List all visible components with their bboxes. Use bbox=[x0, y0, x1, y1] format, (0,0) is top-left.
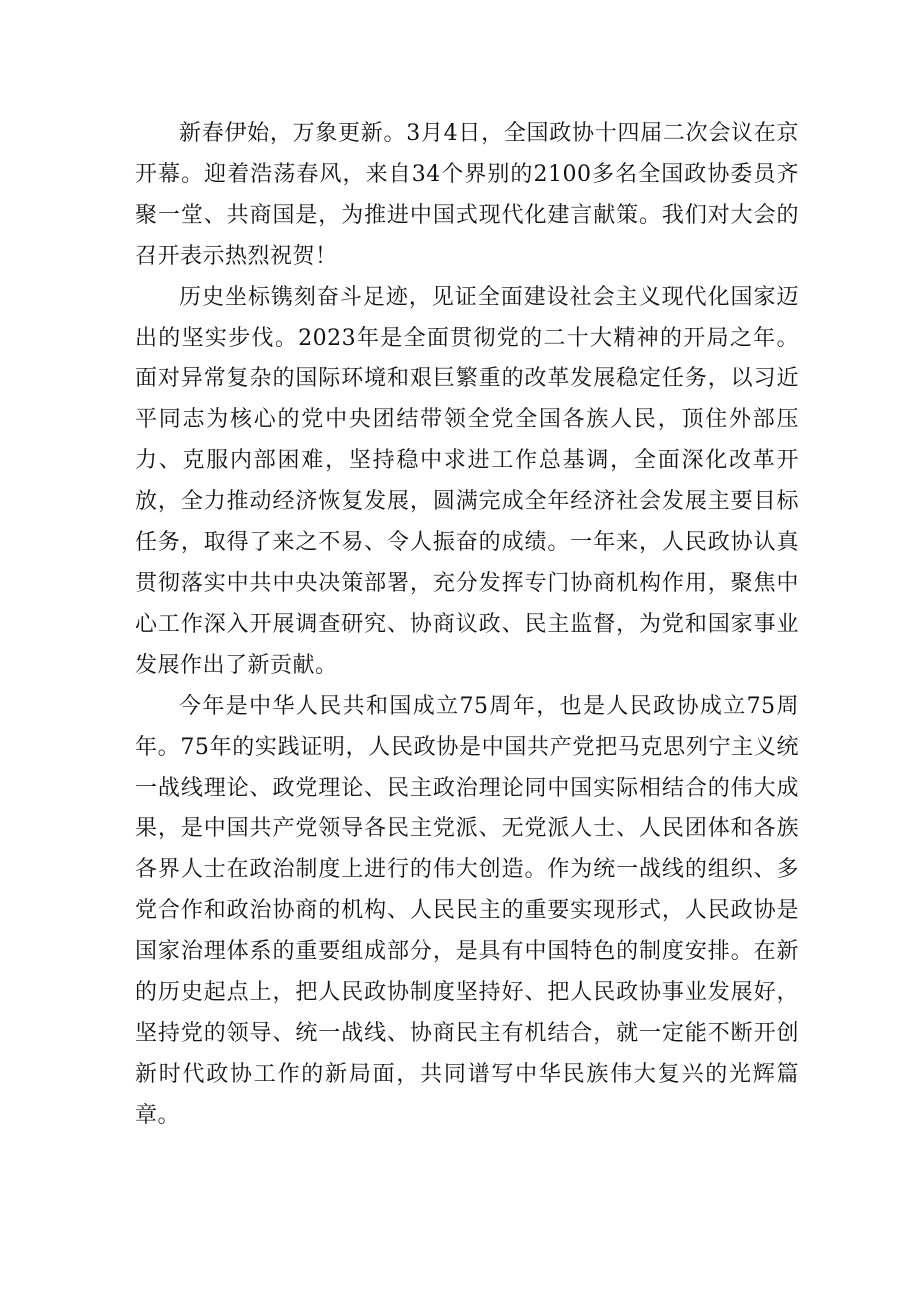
paragraph-1: 新春伊始，万象更新。3月4日，全国政协十四届二次会议在京开幕。迎着浩荡春风，来自34个界别的2100多名全国政协委员齐聚一堂、共商国是，为推进中国式现代化建言献策。我们对大会的召开表示热烈祝贺！ bbox=[135, 121, 799, 269]
paragraph-3: 今年是中华人民共和国成立75周年，也是人民政协成立75周年。75年的实践证明，人民政协是中国共产党把马克思列宁主义统一战线理论、政党理论、民主政治理论同中国实际相结合的伟大成果，是中国共产党领导各民主党派、无党派人士、人民团体和各族各界人士在政治制度上进行的伟大创造。作为统一战线的组织、多党合作和政治协商的机构、人民民主的重要实现形式，人民政协是国家治理体系的重要组成部分，是具有中国特色的制度安排。在新的历史起点上，把人民政协制度坚持好、把人民政协事业发展好，坚持党的领导、统一战线、协商民主有机结合，就一定能不断开创新时代政协工作的新局面，共同谱写中华民族伟大复兴的光辉篇章。 bbox=[135, 693, 799, 1128]
article-body bbox=[135, 114, 799, 1137]
paragraph-2: 历史坐标镌刻奋斗足迹，见证全面建设社会主义现代化国家迈出的坚实步伐。2023年是全面贯彻党的二十大精神的开局之年。面对异常复杂的国际环境和艰巨繁重的改革发展稳定任务，以习近平同志为核心的党中央团结带领全党全国各族人民，顶住外部压力、克服内部困难，坚持稳中求进工作总基调，全面深化改革开放，全力推动经济恢复发展，圆满完成全年经济社会发展主要目标任务，取得了来之不易、令人振奋的成绩。一年来，人民政协认真贯彻落实中共中央决策部署，充分发挥专门协商机构作用，聚焦中心工作深入开展调查研究、协商议政、民主监督，为党和国家事业发展作出了新贡献。 bbox=[135, 284, 799, 678]
